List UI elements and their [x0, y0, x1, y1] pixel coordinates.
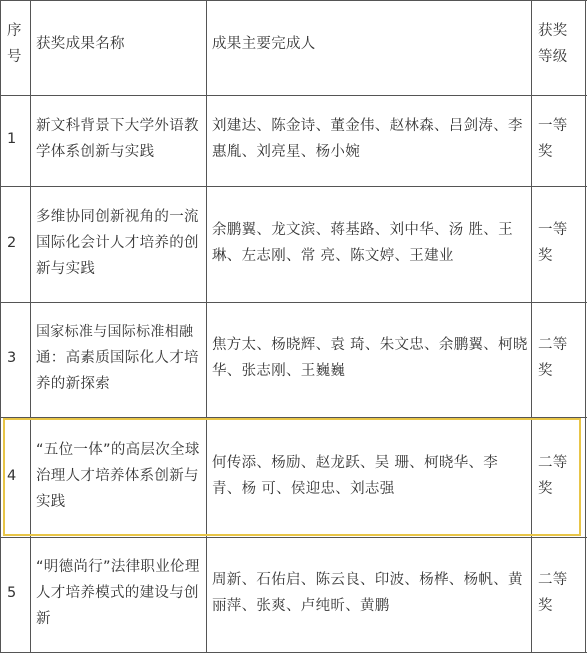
row-seq: 4	[7, 468, 17, 484]
row-name-line: 国家标准与国际标准相融	[36, 324, 194, 340]
row-people-line: 焦方太、杨晓辉、袁 琦、朱文忠、余鹏翼、柯晓	[212, 337, 528, 353]
cell-people	[207, 537, 532, 652]
header-cell-level	[532, 0, 586, 95]
row-name-line: “明德尚行”法律职业伦理	[36, 559, 200, 575]
cell-level	[532, 417, 586, 537]
row-people-line: 刘建达、陈金诗、董金伟、赵林森、吕剑涛、李	[212, 118, 523, 134]
table-row-highlighted	[0, 417, 587, 537]
row-name-line: 多维协同创新视角的一流	[36, 209, 199, 225]
cell-seq	[0, 186, 31, 302]
table-border-bottom	[0, 652, 587, 653]
header-cell-name	[31, 0, 207, 95]
cell-level	[532, 537, 586, 652]
table-row	[0, 186, 587, 302]
table-header-row	[0, 0, 587, 95]
row-name-line: 新与实践	[36, 261, 96, 277]
cell-name	[31, 95, 207, 186]
cell-people	[207, 95, 532, 186]
cell-seq	[0, 302, 31, 417]
table-row	[0, 95, 587, 186]
row-people-line: 丽萍、张爽、卢纯昕、黄鹏	[212, 598, 390, 614]
row-people-line: 余鹏翼、龙文滨、蒋基路、刘中华、汤 胜、王	[212, 222, 513, 238]
row-level-line: 二等	[538, 572, 568, 588]
cell-seq	[0, 537, 31, 652]
header-level-line1: 获奖	[538, 23, 568, 39]
row-seq: 1	[7, 131, 17, 147]
row-level-line: 奖	[538, 598, 553, 614]
cell-level	[532, 95, 586, 186]
row-level-line: 一等	[538, 222, 568, 238]
row-people-line: 青、杨 可、侯迎忠、刘志强	[212, 481, 395, 497]
row-level-line: 一等	[538, 118, 568, 134]
row-name-line: 新	[36, 611, 51, 627]
header-seq-line1: 序	[7, 23, 22, 39]
row-name-line: 人才培养模式的建设与创	[36, 585, 199, 601]
row-name-line: “五位一体”的高层次全球	[36, 442, 200, 458]
row-level-line: 二等	[538, 337, 568, 353]
cell-people	[207, 186, 532, 302]
row-level-line: 奖	[538, 144, 553, 160]
row-name-line: 新文科背景下大学外语教	[36, 118, 199, 134]
row-level-line: 奖	[538, 363, 553, 379]
cell-level	[532, 186, 586, 302]
table-row	[0, 537, 587, 652]
row-name-line: 实践	[36, 494, 66, 510]
cell-seq	[0, 417, 31, 537]
header-people: 成果主要完成人	[212, 36, 316, 52]
header-name: 获奖成果名称	[36, 36, 125, 52]
cell-people	[207, 302, 532, 417]
cell-seq	[0, 95, 31, 186]
cell-name	[31, 186, 207, 302]
cell-level	[532, 302, 586, 417]
row-people-line: 华、张志刚、王巍巍	[212, 363, 346, 379]
header-cell-seq	[0, 0, 31, 95]
cell-name	[31, 302, 207, 417]
row-name-line: 治理人才培养体系创新与	[36, 468, 199, 484]
row-name-line: 国际化会计人才培养的创	[36, 235, 199, 251]
row-seq: 5	[7, 585, 17, 601]
row-level-line: 二等	[538, 455, 568, 471]
row-people-line: 惠胤、刘亮星、杨小婉	[212, 144, 360, 160]
table-row	[0, 302, 587, 417]
cell-people	[207, 417, 532, 537]
row-people-line: 周新、石佑启、陈云良、印波、杨桦、杨帆、黄	[212, 572, 523, 588]
row-name-line: 通：高素质国际化人才培	[36, 350, 199, 366]
cell-name	[31, 537, 207, 652]
row-name-line: 养的新探索	[36, 376, 110, 392]
header-seq-line2: 号	[7, 49, 22, 65]
header-cell-people	[207, 0, 532, 95]
row-seq: 3	[7, 350, 17, 366]
header-level-line2: 等级	[538, 49, 568, 65]
row-people-line: 琳、左志刚、常 亮、陈文婷、王建业	[212, 248, 454, 264]
row-seq: 2	[7, 235, 17, 251]
row-people-line: 何传添、杨励、赵龙跃、吴 珊、柯晓华、李	[212, 455, 499, 471]
row-name-line: 学体系创新与实践	[36, 144, 155, 160]
cell-name	[31, 417, 207, 537]
row-level-line: 奖	[538, 248, 553, 264]
row-level-line: 奖	[538, 481, 553, 497]
